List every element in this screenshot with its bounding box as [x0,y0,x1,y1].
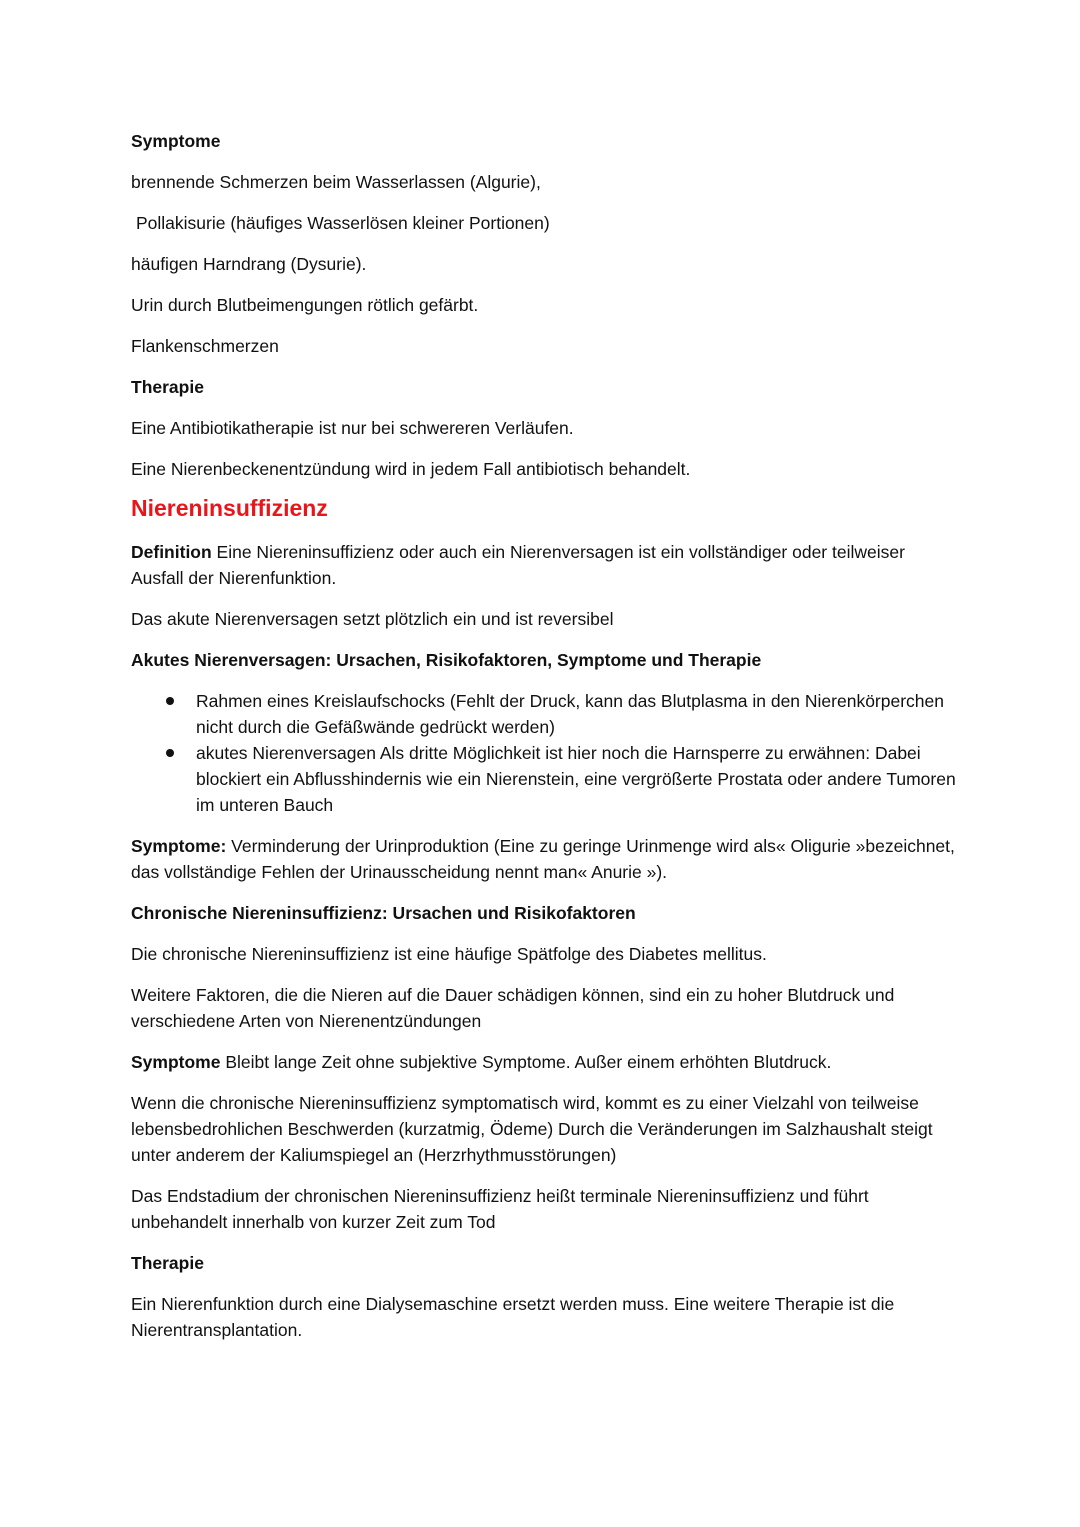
therapy-line: Eine Nierenbeckenentzündung wird in jedem Fall antibiotisch behandelt. [131,459,691,479]
list-item [131,740,961,818]
chronic-heading: Chronische Niereninsuffizienz: Ursachen und Risikofaktoren [131,903,636,923]
therapy-line: Eine Antibiotikatherapie ist nur bei schwereren Verläufen. [131,418,574,438]
symptom-line: häufigen Harndrang (Dysurie). [131,254,367,274]
acute-intro: Das akute Nierenversagen setzt plötzlich ein und ist reversibel [131,609,614,629]
acute-symptoms-label: Symptome: [131,836,227,856]
definition-paragraph [131,539,961,591]
symptom-line: brennende Schmerzen beim Wasserlassen (Algurie), [131,172,541,192]
chronic-symptoms-paragraph [131,1049,961,1075]
therapy-paragraph: Ein Nierenfunktion durch eine Dialysemaschine ersetzt werden muss. Eine weitere Therapie ist die Nierentransplantation. [131,1294,895,1340]
symptom-line: Pollakisurie (häufiges Wasserlösen kleiner Portionen) [136,213,550,233]
section-title: Niereninsuffizienz [131,495,328,521]
symptom-line: Urin durch Blutbeimengungen rötlich gefärbt. [131,295,479,315]
definition-label: Definition [131,542,212,562]
bullet-icon [166,697,174,705]
definition-text: Eine Niereninsuffizienz oder auch ein Nierenversagen ist ein vollständiger oder teilweiser Ausfall der Nierenfunktion. [131,542,905,588]
bullet-icon [166,749,174,757]
document-page [131,128,961,1358]
chronic-symptoms-label: Symptome [131,1052,221,1072]
list-item-text: Rahmen eines Kreislaufschocks (Fehlt der Druck, kann das Blutplasma in den Nierenkörperchen nicht durch die Gefäßwände gedrückt werden) [196,691,945,737]
acute-heading: Akutes Nierenversagen: Ursachen, Risikofaktoren, Symptome und Therapie [131,650,762,670]
chronic-paragraph: Weitere Faktoren, die die Nieren auf die Dauer schädigen können, sind ein zu hoher Blutdruck und verschiedene Arten von Nierenentzündungen [131,985,895,1031]
acute-symptoms-paragraph [131,833,961,885]
therapy-heading-2: Therapie [131,1253,204,1273]
therapy-heading: Therapie [131,377,204,397]
list-item [131,688,961,740]
acute-causes-list [131,688,961,818]
chronic-paragraph: Die chronische Niereninsuffizienz ist eine häufige Spätfolge des Diabetes mellitus. [131,944,767,964]
symptoms-heading: Symptome [131,131,221,151]
chronic-symptoms-text: Bleibt lange Zeit ohne subjektive Symptome. Außer einem erhöhten Blutdruck. [220,1052,832,1072]
chronic-paragraph: Das Endstadium der chronischen Niereninsuffizienz heißt terminale Niereninsuffizienz und führt unbehandelt innerhalb von kurzer Zeit zum Tod [131,1186,869,1232]
chronic-paragraph: Wenn die chronische Niereninsuffizienz symptomatisch wird, kommt es zu einer Vielzahl von teilweise lebensbedrohlichen Beschwerden (kurzatmig, Ödeme) Durch die Veränderungen im Salzhaushalt steigt unter anderem der Kaliumspiegel an (Herzrhythmusstörungen) [131,1093,933,1165]
acute-symptoms-text: Verminderung der Urinproduktion (Eine zu geringe Urinmenge wird als« Oligurie »bezeichnet, das vollständige Fehlen der Urinausscheidung nennt man« Anurie »). [131,836,955,882]
symptom-line: Flankenschmerzen [131,336,279,356]
list-item-text: akutes Nierenversagen Als dritte Möglichkeit ist hier noch die Harnsperre zu erwähnen: Dabei blockiert ein Abflusshindernis wie ein Nierenstein, eine vergrößerte Prostata oder andere Tumoren im unteren Bauch [196,743,956,815]
